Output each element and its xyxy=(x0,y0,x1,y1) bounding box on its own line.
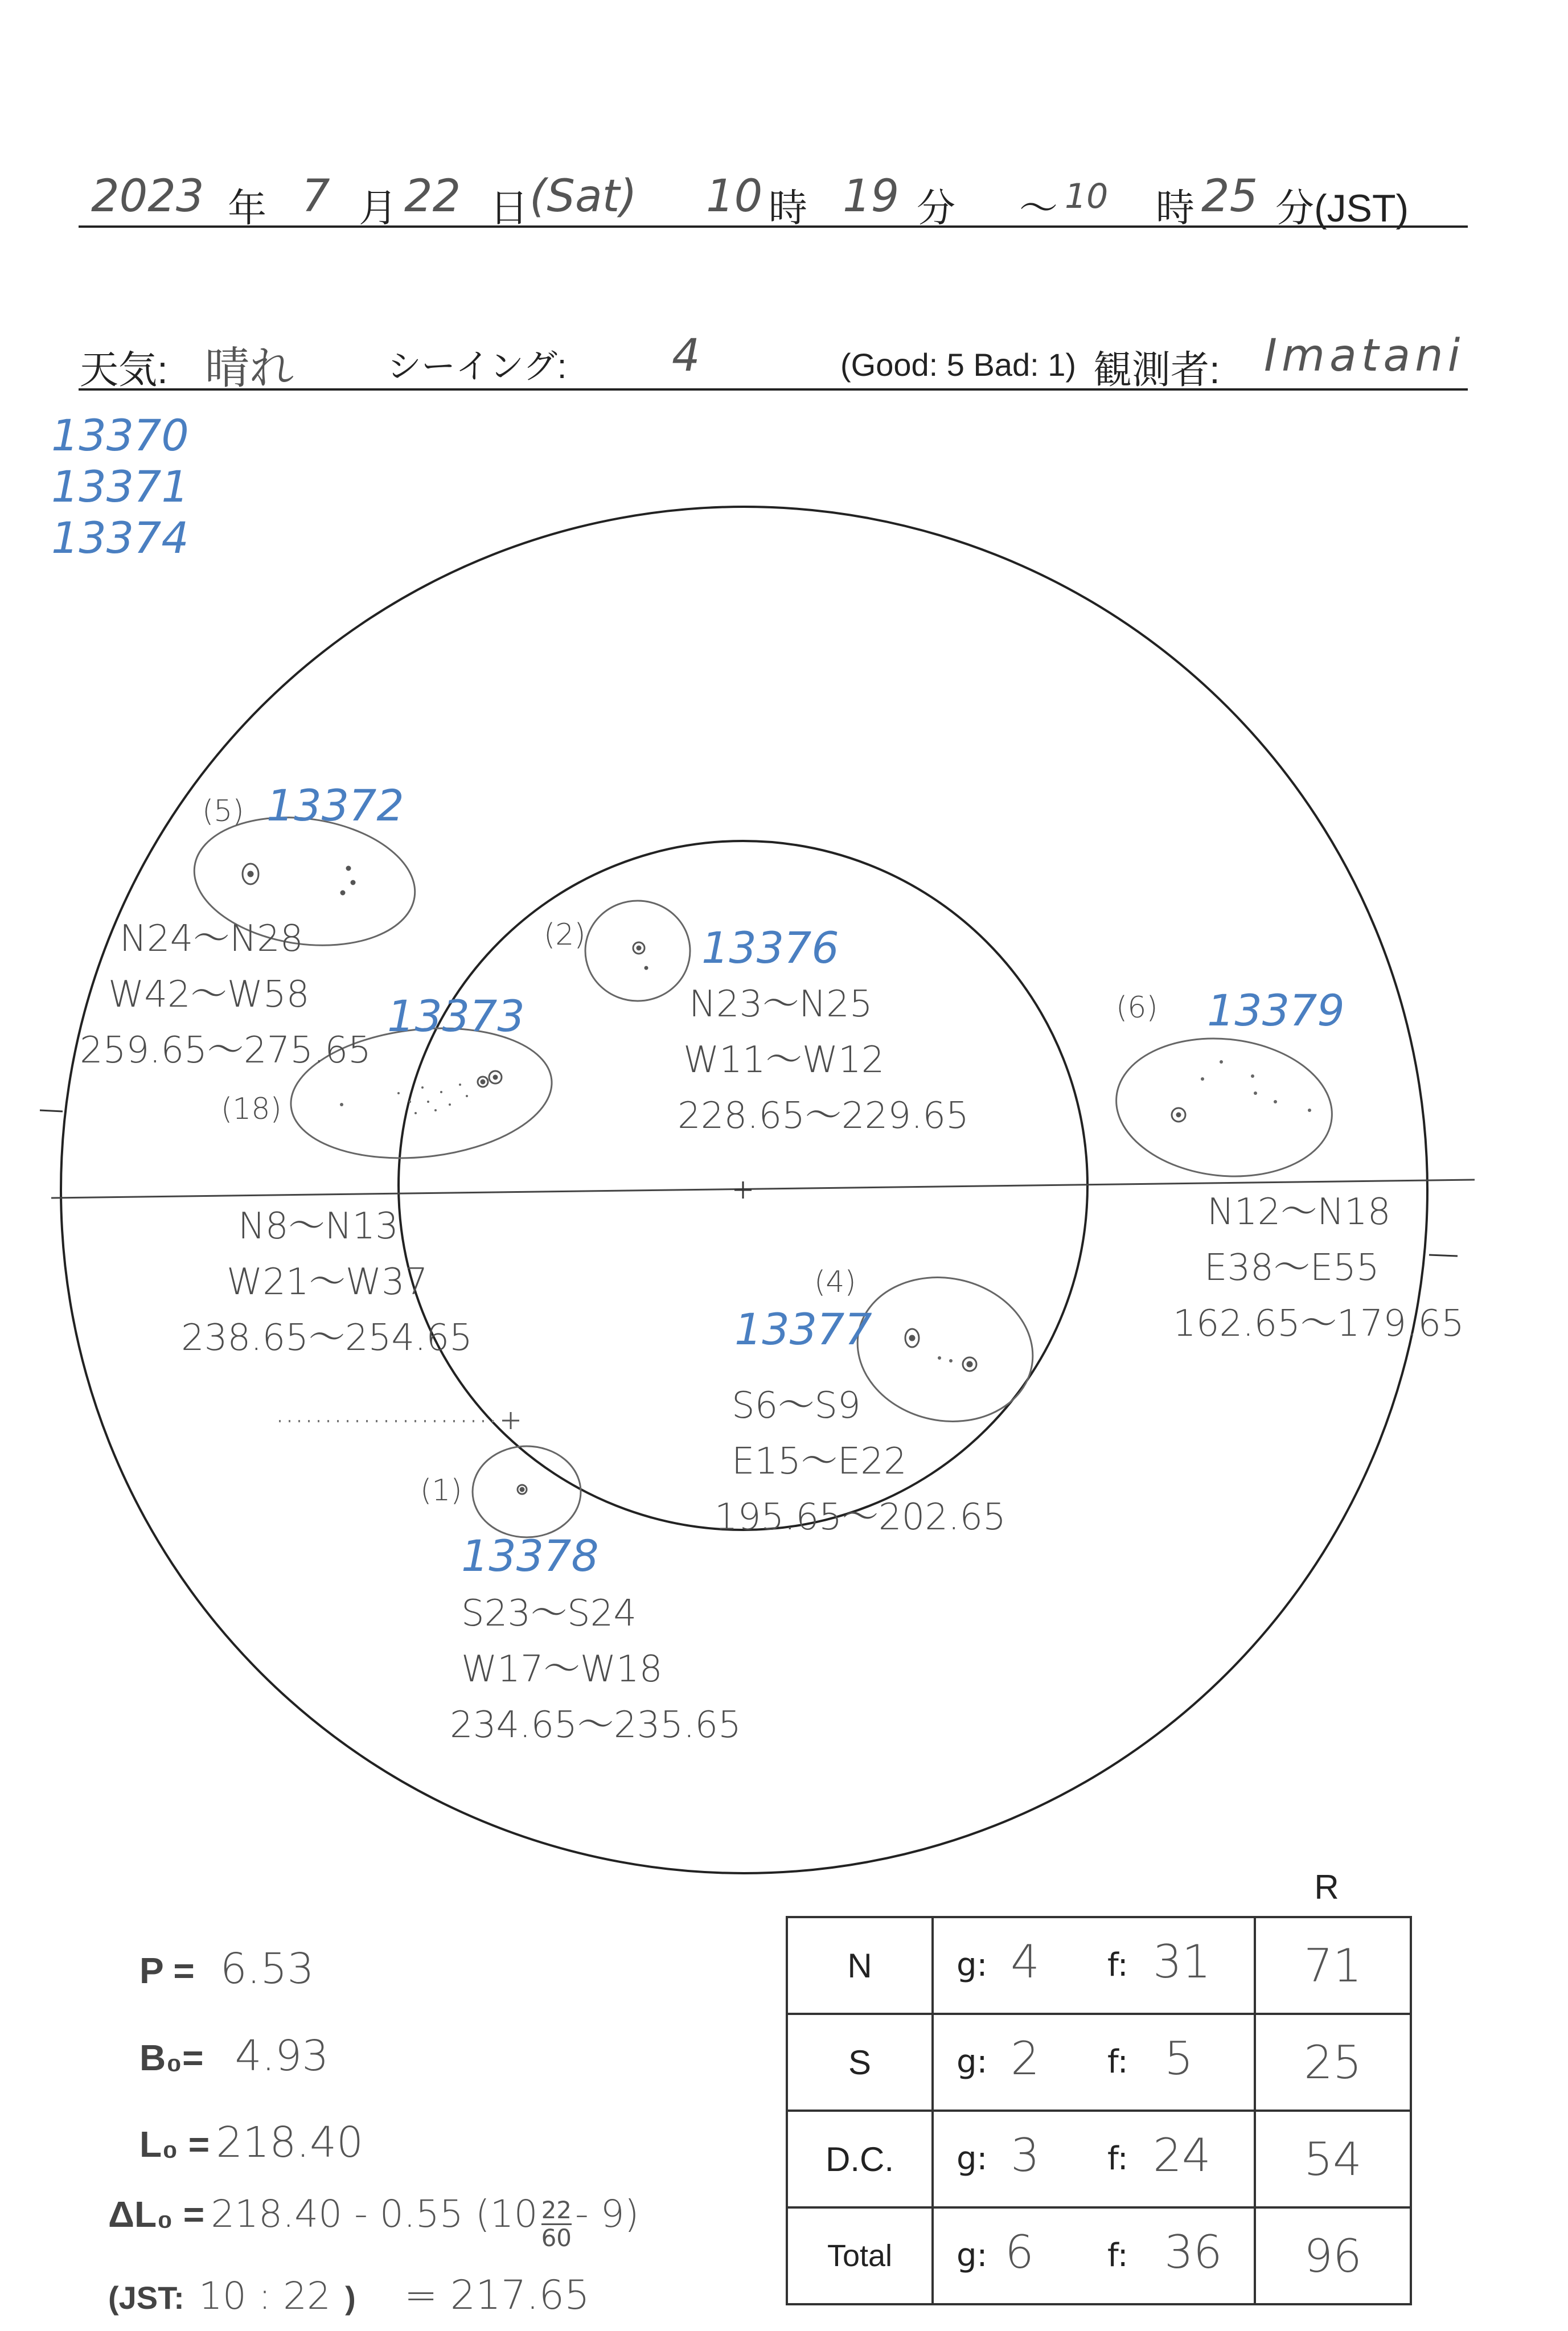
table-row xyxy=(787,2207,1411,2304)
g-value: 6 xyxy=(1005,2226,1034,2279)
row-label: N xyxy=(787,1917,933,2014)
latitude-range: N8～N13 xyxy=(238,1205,399,1247)
l0-label: L₀ = xyxy=(139,2124,210,2165)
group-spot-count: (2) xyxy=(544,918,586,952)
group-spot-count: (6) xyxy=(1116,991,1158,1025)
f-label: f: xyxy=(1107,2043,1128,2080)
longitude-range: W21～W37 xyxy=(227,1261,428,1303)
latitude-range: N23～N25 xyxy=(689,983,873,1025)
r-value: 54 xyxy=(1255,2111,1411,2207)
f-value: 24 xyxy=(1153,2129,1211,2182)
carrington-range: 234.65～235.65 xyxy=(450,1704,741,1746)
row-label: D.C. xyxy=(787,2111,933,2207)
r-value: 25 xyxy=(1255,2014,1411,2111)
delta-l0-fraction xyxy=(541,2197,572,2251)
region-coordinates xyxy=(1173,1184,1464,1352)
end-hour-value: 10 xyxy=(1065,177,1109,216)
start-hour-unit: 時 xyxy=(769,187,808,230)
timezone-label: 分(JST) xyxy=(1275,187,1409,230)
b0-label: B₀= xyxy=(139,2037,204,2078)
delta-l0-expression: 218.40 - 0.55 (10 xyxy=(211,2192,538,2236)
g-value: 3 xyxy=(1011,2129,1040,2182)
pole-cross-mark xyxy=(502,1412,519,1429)
noaa-number: 13378 xyxy=(461,1530,599,1581)
group-outline-13376 xyxy=(585,901,690,1001)
region-number: 13371 xyxy=(51,461,189,512)
jst-label: (JST: xyxy=(108,2280,184,2316)
parameter-l0 xyxy=(139,2118,363,2167)
p-value: 6.53 xyxy=(220,1944,314,1993)
table-row xyxy=(787,2111,1411,2207)
region-number: 13370 xyxy=(51,410,189,461)
g-label: g: xyxy=(957,2140,988,2177)
f-label: f: xyxy=(1107,2237,1128,2274)
gf-cell xyxy=(933,1917,1255,2014)
g-label: g: xyxy=(957,1947,988,1984)
parameter-p xyxy=(139,1944,314,1993)
region-number: 13374 xyxy=(51,512,189,563)
weekday-value: (Sat) xyxy=(529,171,637,222)
parameter-b0 xyxy=(139,2032,329,2080)
longitude-range: E38～E55 xyxy=(1204,1247,1380,1289)
carrington-range: 228.65～229.65 xyxy=(678,1095,969,1137)
observer-value: Imatani xyxy=(1264,330,1465,381)
seeing-label: シーイング: xyxy=(387,347,567,385)
f-value: 5 xyxy=(1164,2032,1193,2085)
gf-cell xyxy=(933,2111,1255,2207)
noaa-number: 13379 xyxy=(1207,985,1345,1036)
start-min-value: 19 xyxy=(843,171,900,222)
group-spot-count: (5) xyxy=(202,794,244,828)
f-label: f: xyxy=(1107,2140,1128,2177)
center-cross-mark xyxy=(734,1181,752,1199)
parameter-delta-l0 xyxy=(108,2192,639,2251)
gf-cell xyxy=(933,2014,1255,2111)
sunspot-count-table xyxy=(786,1916,1412,2305)
group-spot-count: (1) xyxy=(420,1474,462,1508)
f-label: f: xyxy=(1107,1947,1128,1984)
weather-label: 天気: xyxy=(80,348,168,392)
region-coordinates xyxy=(450,1586,741,1753)
year-value: 2023 xyxy=(91,171,204,222)
seeing-value: 4 xyxy=(672,330,700,381)
noaa-number: 13372 xyxy=(266,780,404,831)
carrington-range: 238.65～254.65 xyxy=(181,1317,473,1359)
region-coordinates xyxy=(678,976,969,1144)
table-row xyxy=(787,1917,1411,2014)
region-coordinates xyxy=(715,1378,1006,1545)
day-unit: 日 xyxy=(490,187,529,230)
g-label: g: xyxy=(957,2237,988,2274)
p-label: P = xyxy=(139,1950,195,1991)
g-label: g: xyxy=(957,2043,988,2080)
start-hour-value: 10 xyxy=(706,171,763,222)
end-hour-unit: 時 xyxy=(1156,187,1195,230)
region-coordinates xyxy=(181,1199,473,1366)
seeing-scale: (Good: 5 Bad: 1) xyxy=(840,347,1076,383)
month-value: 7 xyxy=(302,171,330,222)
delta-l0-result: = 217.65 xyxy=(404,2272,590,2318)
region-coordinates xyxy=(80,911,371,1078)
g-value: 4 xyxy=(1011,1935,1040,1988)
group-spot-count: (4) xyxy=(814,1265,856,1299)
carrington-range: 162.65～179.65 xyxy=(1173,1303,1464,1345)
longitude-range: E15～E22 xyxy=(732,1441,907,1483)
longitude-range: W17～W18 xyxy=(461,1648,663,1690)
limb-tick-left xyxy=(40,1110,63,1111)
observer-label: 観測者: xyxy=(1093,348,1220,392)
carrington-range: 259.65～275.65 xyxy=(80,1029,371,1072)
b0-value: 4.93 xyxy=(235,2032,329,2080)
carrington-range: 195.65～202.65 xyxy=(715,1496,1006,1538)
jst-close: ) xyxy=(345,2280,356,2316)
month-unit: 月 xyxy=(359,187,398,230)
weather-value: 晴れ xyxy=(205,343,294,394)
latitude-range: S23～S24 xyxy=(461,1593,637,1635)
r-value: 71 xyxy=(1255,1917,1411,2014)
longitude-range: W11～W12 xyxy=(683,1039,885,1081)
g-value: 2 xyxy=(1011,2032,1040,2085)
year-unit: 年 xyxy=(228,187,267,230)
jst-time-row xyxy=(108,2272,590,2318)
delta-l0-expression-end: - 9) xyxy=(575,2192,639,2236)
noaa-number: 13373 xyxy=(387,991,525,1041)
latitude-range: N12～N18 xyxy=(1207,1191,1391,1233)
l0-value: 218.40 xyxy=(216,2118,364,2167)
fraction-numerator: 22 xyxy=(541,2196,572,2224)
f-value: 36 xyxy=(1164,2226,1222,2279)
group-outline-13379 xyxy=(1109,1028,1339,1187)
r-column-header: R xyxy=(1314,1868,1339,1906)
latitude-range: S6～S9 xyxy=(732,1385,861,1427)
day-value: 22 xyxy=(404,171,461,222)
fraction-denominator: 60 xyxy=(541,2224,572,2252)
group-spot-count: (18) xyxy=(221,1092,282,1126)
delta-l0-label: ΔL₀ = xyxy=(108,2194,205,2235)
r-value: 96 xyxy=(1255,2207,1411,2304)
time-range-tilde: ～ xyxy=(1019,187,1058,230)
row-label: Total xyxy=(787,2207,933,2304)
row-label: S xyxy=(787,2014,933,2111)
jst-value: 10 : 22 xyxy=(198,2274,331,2318)
end-min-value: 25 xyxy=(1201,171,1258,222)
start-min-unit: 分 xyxy=(917,187,956,230)
noaa-number: 13377 xyxy=(734,1304,872,1355)
f-value: 31 xyxy=(1153,1935,1211,1988)
gf-cell xyxy=(933,2207,1255,2304)
latitude-range: N24～N28 xyxy=(120,918,303,960)
noaa-number: 13376 xyxy=(701,922,839,973)
table-row xyxy=(787,2014,1411,2111)
longitude-range: W42～W58 xyxy=(108,974,310,1016)
